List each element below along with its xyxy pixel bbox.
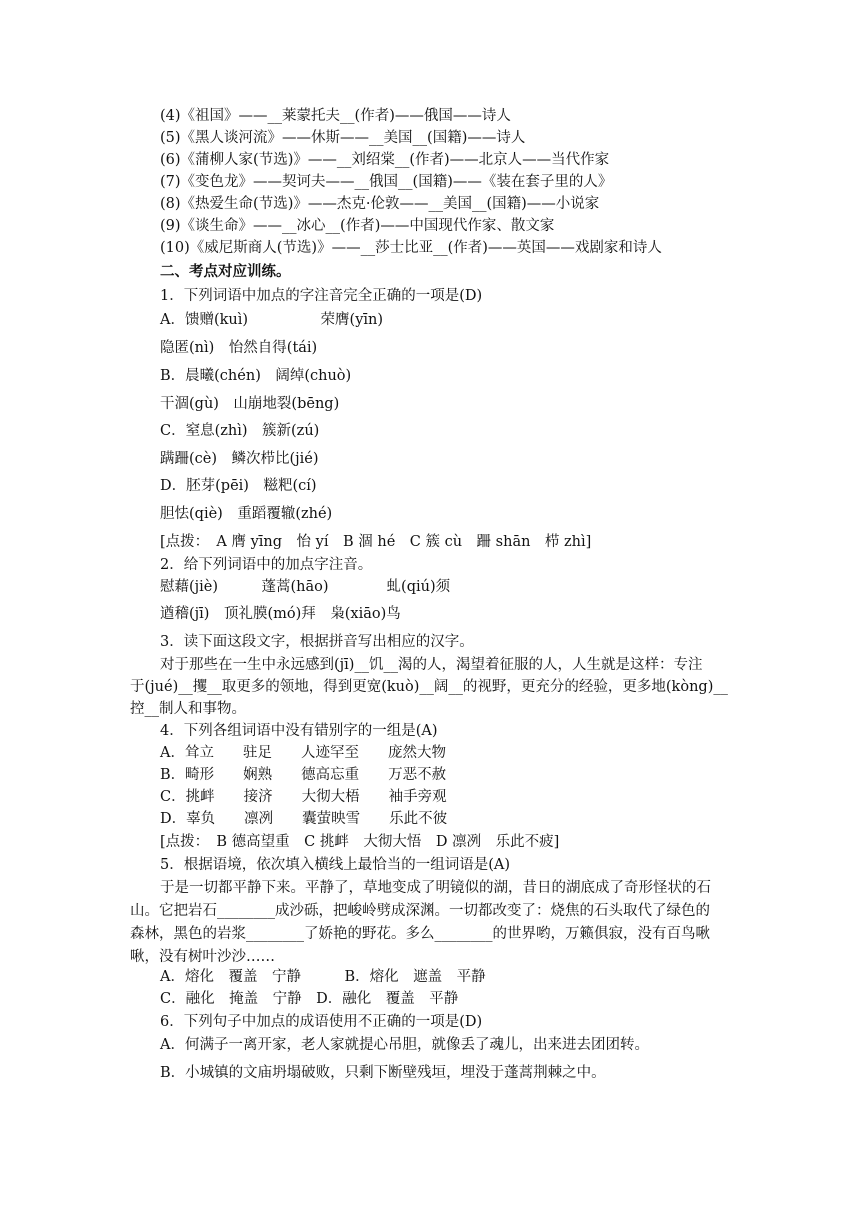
text-line-author-7: (10)《威尼斯商人(节选)》——__莎士比亚__(作者)——英国——戏剧家和诗人 <box>160 240 662 256</box>
question-5-passage-line1: 于是一切都平静下来。平静了，草地变成了明镜似的湖，昔日的湖底成了奇形怪状的石 <box>160 880 711 896</box>
question-6-option-a: A．何满子一离开家，老人家就提心吊胆，就像丢了魂儿，出来进去团团转。 <box>160 1037 649 1053</box>
section-heading: 二、考点对应训练。 <box>160 263 291 280</box>
question-4-option-c: C．挑衅 接济 大彻大梧 袖手旁观 <box>160 789 447 805</box>
question-5-options-cd: C．融化 掩盖 宁静 D．融化 覆盖 平静 <box>160 991 459 1007</box>
question-4-stem: 4．下列各组词语中没有错别字的一组是(A) <box>160 723 438 739</box>
question-5-stem: 5．根据语境，依次填入横线上最恰当的一组词语是(A) <box>160 857 511 873</box>
question-2-stem: 2．给下列词语中的加点字注音。 <box>160 557 373 573</box>
text-line-author-4: (7)《变色龙》——契诃夫——__俄国__(国籍)——《装在套子里的人》 <box>160 174 613 190</box>
text-line-author-5: (8)《热爱生命(节选)》——杰克·伦敦——__美国__(国籍)——小说家 <box>160 196 600 212</box>
question-1-option-a-line2: 隐匿(nì) 怡然自得(tái) <box>160 340 318 356</box>
question-5-options-ab: A．熔化 覆盖 宁静 B．熔化 遮盖 平静 <box>160 969 486 985</box>
text-line-author-6: (9)《谈生命》——__冰心__(作者)——中国现代作家、散文家 <box>160 218 555 234</box>
question-6-option-b: B．小城镇的文庙坍塌破败，只剩下断壁残垣，埋没于蓬蒿荆棘之中。 <box>160 1065 606 1081</box>
text-line-author-2: (5)《黑人谈河流》——休斯——__美国__(国籍)——诗人 <box>160 130 526 146</box>
question-1-option-b-line2: 干涸(gù) 山崩地裂(bēng) <box>160 396 340 412</box>
question-1-option-c-line2: 蹒跚(cè) 鳞次栉比(jié) <box>160 451 319 467</box>
question-5-passage-line3: 森林，黑色的岩浆________了娇艳的野花。多么________的世界哟，万籁俱寂，没有百鸟啾 <box>130 926 710 942</box>
question-1-option-a-line1: A．馈赠(kuì) 荣膺(yīn) <box>160 312 384 328</box>
question-3-passage-line3: 控__制人和事物。 <box>130 701 246 717</box>
question-3-passage-line1: 对于那些在一生中永远感到(jī)__饥__渴的人，渴望着征服的人，人生就是这样：专注 <box>160 657 703 673</box>
question-4-option-d: D．辜负 凛冽 囊萤映雪 乐此不彼 <box>160 811 448 827</box>
text-line-author-1: (4)《祖国》——__莱蒙托夫__(作者)——俄国——诗人 <box>160 108 511 124</box>
text-line-author-3: (6)《蒲柳人家(节选)》——__刘绍棠__(作者)——北京人——当代作家 <box>160 152 610 168</box>
question-4-option-b: B．畸形 娴熟 德高忘重 万恶不赦 <box>160 767 447 783</box>
question-5-passage-line2: 山。它把岩石________成沙砾，把峻岭劈成深渊。一切都改变了：烧焦的石头取代了绿色的 <box>130 903 710 919</box>
question-2-line2: 遒稽(jī) 顶礼膜(mó)拜 枭(xiāo)鸟 <box>160 606 401 622</box>
question-2-line1: 慰藉(jiè) 蓬蒿(hāo) 虬(qiú)须 <box>160 579 451 595</box>
question-1-option-b-line1: B．晨曦(chén) 阔绰(chuò) <box>160 368 352 384</box>
question-1-option-d-line1: D．胚芽(pēi) 糍粑(cí) <box>160 478 317 494</box>
question-3-stem: 3．读下面这段文字，根据拼音写出相应的汉字。 <box>160 634 474 650</box>
question-1-stem: 1．下列词语中加点的字注音完全正确的一项是(D) <box>160 288 483 304</box>
question-1-option-d-line2: 胆怯(qiè) 重蹈覆辙(zhé) <box>160 506 333 522</box>
question-1-option-c-line1: C．窒息(zhì) 簇新(zú) <box>160 423 320 439</box>
question-4-hint: [点拨： B 德高望重 C 挑衅 大彻大悟 D 凛冽 乐此不疲] <box>160 834 560 850</box>
question-3-passage-line2: 于(jué)__攫__取更多的领地，得到更宽(kuò)__阔__的视野，更充分的经验，更多地(kòng)__ <box>130 679 728 695</box>
question-4-option-a: A．耸立 驻足 人迹罕至 庞然大物 <box>160 745 446 761</box>
question-5-passage-line4: 啾，没有树叶沙沙…… <box>130 949 275 965</box>
question-6-stem: 6．下列句子中加点的成语使用不正确的一项是(D) <box>160 1014 483 1030</box>
question-1-hint: [点拨： A 膺 yīng 怡 yí B 涸 hé C 簇 cù 跚 shān 栉 zhì] <box>160 534 592 550</box>
